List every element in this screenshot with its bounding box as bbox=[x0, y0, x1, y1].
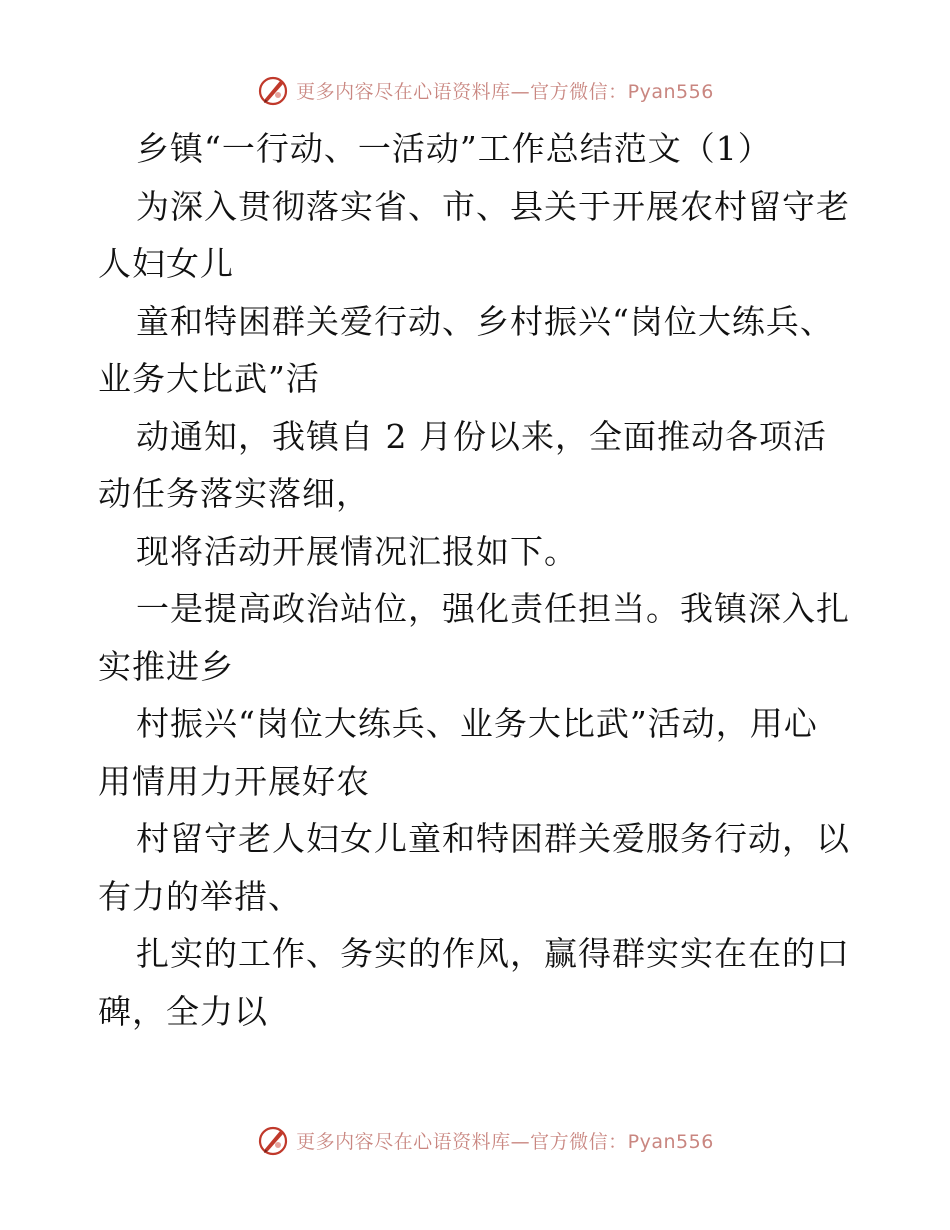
document-body bbox=[98, 120, 858, 1040]
text-line: 人妇女儿 bbox=[98, 244, 234, 283]
text-line: 一是提高政治站位，强化责任担当。我镇深入扎 bbox=[136, 589, 850, 628]
text-line: 动通知，我镇自 2 月份以来，全面推动各项活 bbox=[136, 416, 827, 456]
document-title: 乡镇“一行动、一活动”工作总结范文（1） bbox=[136, 129, 772, 168]
text-line: 动任务落实落细， bbox=[98, 474, 370, 513]
text-line: 实推进乡 bbox=[98, 646, 234, 686]
watermark-text: 更多内容尽在心语资料库—官方微信：Pyan556 bbox=[296, 1130, 714, 1153]
text-line: 村振兴“岗位大练兵、业务大比武”活动，用心 bbox=[136, 704, 818, 743]
text-line: 有力的举措、 bbox=[98, 876, 302, 916]
text-line: 扎实的工作、务实的作风，赢得群实实在在的口 bbox=[136, 934, 850, 973]
watermark-text: 更多内容尽在心语资料库—官方微信：Pyan556 bbox=[296, 80, 714, 103]
text-line: 用情用力开展好农 bbox=[98, 761, 370, 801]
text-line: 童和特困群关爱行动、乡村振兴“岗位大练兵、 bbox=[136, 301, 834, 341]
pen-logo-icon bbox=[256, 73, 290, 107]
text-line: 业务大比武”活 bbox=[98, 359, 320, 398]
header-watermark bbox=[0, 70, 950, 110]
footer-watermark bbox=[0, 1120, 950, 1160]
text-line: 碑，全力以 bbox=[98, 991, 268, 1031]
text-line: 为深入贯彻落实省、市、县关于开展农村留守老 bbox=[136, 186, 850, 226]
pen-logo-icon bbox=[256, 1123, 290, 1157]
text-line: 现将活动开展情况汇报如下。 bbox=[136, 531, 578, 571]
text-line: 村留守老人妇女儿童和特困群关爱服务行动，以 bbox=[136, 819, 850, 858]
